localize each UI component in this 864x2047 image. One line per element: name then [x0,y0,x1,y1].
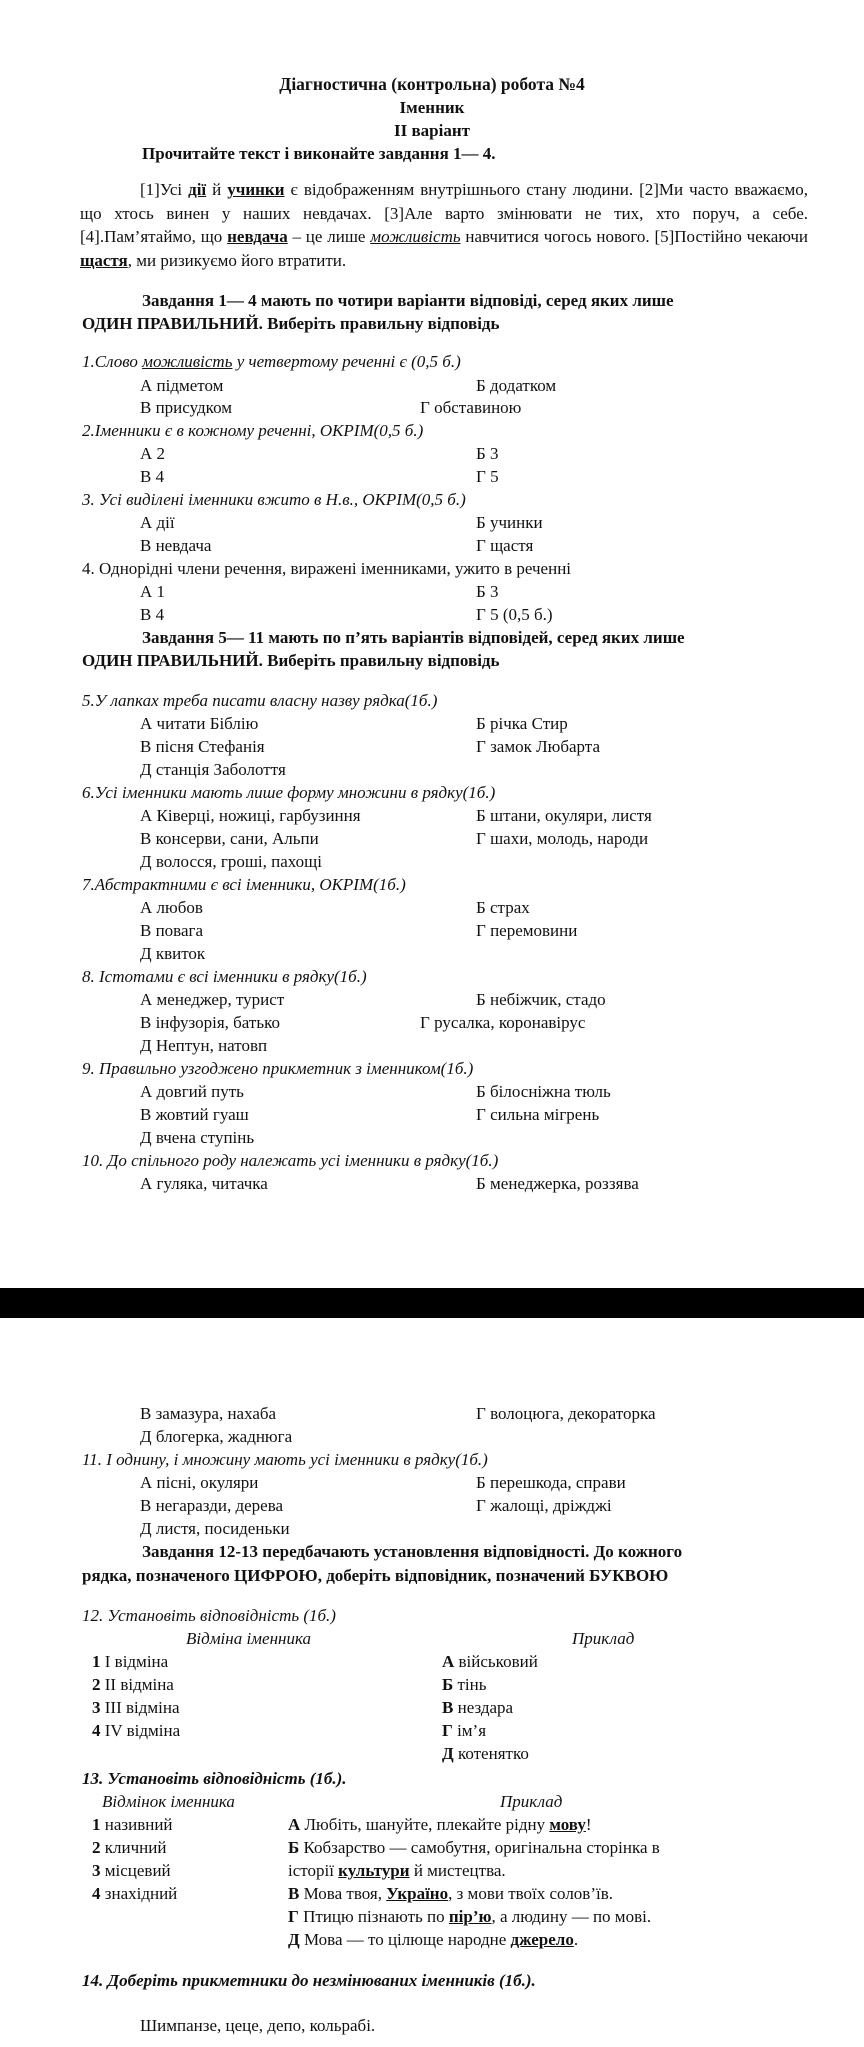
q12-right-item: Г ім’я [442,1721,487,1740]
word-uchynky: учинки [227,180,285,199]
instruction: Прочитайте текст і виконайте завдання 1— 4. [142,144,496,163]
q7-text: 7.Абстрактними є всі іменники, ОКРІМ(1б.) [82,875,406,894]
word-nevdacha: невдача [227,227,288,246]
q11-text: 11. І однину, і множину мають усі іменники в рядку(1б.) [82,1450,488,1469]
q3-option-a: А дії [140,513,175,532]
q5-option-a: А читати Біблію [140,714,259,733]
q6-text: 6.Усі іменники мають лише форму множини в рядку(1б.) [82,783,496,802]
q6-option-b: Б штани, окуляри, листя [476,806,652,825]
q3-option-v: В невдача [140,536,212,555]
q12-col1-header: Відміна іменника [186,1629,311,1648]
reading-text: [1]Усі дії й учинки є відображенням внутрішнього стану людини. [2]Ми часто вважаємо, що хтось винен у наших невдачах. [3]Але варто змінювати не тих, хто поруч, а себе. [4].Пам’ятаймо, що невдача – це лише можливість навчитися чогось нового. [5]Постійно чекаючи щастя, ми ризикуємо його втратити. [80,180,808,270]
q14-text: 14. Доберіть прикметники до незмінюваних іменників (1б.). [82,1971,536,1990]
q3-option-g: Г щастя [476,536,534,555]
word-dii: дії [188,180,207,199]
q6-option-a: А Ківерці, ножиці, гарбузиння [140,806,361,825]
q8-option-v: В інфузорія, батько [140,1013,280,1032]
q7-option-g: Г перемовини [476,921,578,940]
q12-right-item: Б тінь [442,1675,487,1694]
q9-option-b: Б білосніжна тюль [476,1082,611,1101]
q9-text: 9. Правильно узгоджено прикметник з іменником(1б.) [82,1059,474,1078]
q10-option-g: Г волоцюга, декораторка [476,1404,656,1423]
q5-option-v: В пісня Стефанія [140,737,265,756]
section2-heading-line2: ОДИН ПРАВИЛЬНИЙ. Виберіть правильну відповідь [82,651,500,670]
q11-option-d: Д листя, посиденьки [140,1519,290,1538]
q4-option-v: В 4 [140,605,165,624]
q9-option-a: А довгий путь [140,1082,244,1101]
q13-example-b: Б Кобзарство — самобутня, оригінальна сторінка в [288,1838,660,1857]
q10-option-a: А гуляка, читачка [140,1174,268,1193]
q12-text: 12. Установіть відповідність (1б.) [82,1606,336,1625]
q13-left-item: 1 називний [92,1815,173,1834]
q3-text: 3. Усі виділені іменники вжито в Н.в., ОКРІМ(0,5 б.) [82,490,466,509]
q1-text: 1.Слово можливість у четвертому реченні є (0,5 б.) [82,352,461,371]
q8-text: 8. Істотами є всі іменники в рядку(1б.) [82,967,367,986]
q5-option-b: Б річка Стир [476,714,568,733]
q13-left-item: 4 знахідний [92,1884,178,1903]
document-title: Діагностична (контрольна) робота №4 [279,74,585,94]
q6-option-g: Г шахи, молодь, народи [476,829,649,848]
q6-option-v: В консерви, сани, Альпи [140,829,319,848]
q4-text: 4. Однорідні члени речення, виражені іменниками, ужито в реченні [82,559,572,578]
q4-option-a: А 1 [140,582,166,601]
q7-option-b: Б страх [476,898,530,917]
q6-option-d: Д волосся, гроші, пахощі [140,852,322,871]
q12-left-item: 2 ІІ відміна [92,1675,174,1694]
q9-option-d: Д вчена ступінь [140,1128,255,1147]
q13-example-v: В Мова твоя, Україно, з мови твоїх солов’їв. [288,1884,613,1903]
q1-option-v: В присудком [140,398,233,417]
q11-option-a: А пісні, окуляри [140,1473,259,1492]
q9-option-v: В жовтий гуаш [140,1105,249,1124]
word-mozhlyvist: можливість [370,227,461,246]
q13-example-d: Д Мова — то цілюще народне джерело. [288,1930,579,1949]
q4-option-g: Г 5 (0,5 б.) [476,605,553,624]
q8-option-b: Б небіжчик, стадо [476,990,606,1009]
q11-option-b: Б перешкода, справи [476,1473,626,1492]
q7-option-d: Д квиток [140,944,206,963]
q12-right-item: Д котенятко [442,1744,529,1763]
page-break-bar [0,1288,864,1318]
q13-example-b-cont: історії культури й мистецтва. [288,1861,506,1880]
q10-option-d: Д блогерка, жаднюга [140,1427,293,1446]
q12-col2-header: Приклад [572,1629,635,1648]
section3-heading-line1: Завдання 12-13 передбачають установлення відповідності. До кожного [142,1542,683,1561]
q5-option-d: Д станція Заболоття [140,760,286,779]
q13-left-item: 3 місцевий [92,1861,171,1880]
q10-option-v: В замазура, нахаба [140,1404,277,1423]
q8-option-d: Д Нептун, натовп [140,1036,268,1055]
document-subtitle: Іменник [399,98,465,117]
q13-left-item: 2 кличний [92,1838,167,1857]
q13-example-g: Г Птицю пізнають по пір’ю, а людину — по мові. [288,1907,652,1926]
q3-option-b: Б учинки [476,513,543,532]
q9-option-g: Г сильна мігрень [476,1105,600,1124]
q13-text: 13. Установіть відповідність (1б.). [82,1769,347,1788]
q12-right-item: А військовий [442,1652,538,1671]
q2-option-v: В 4 [140,467,165,486]
q14-words: Шимпанзе, цеце, депо, кольрабі. [140,2016,376,2035]
q11-option-g: Г жалощі, дріжджі [476,1496,612,1515]
q10-text: 10. До спільного роду належать усі іменники в рядку(1б.) [82,1151,499,1170]
q2-text: 2.Іменники є в кожному реченні, ОКРІМ(0,5 б.) [82,421,424,440]
q1-option-b: Б додатком [476,376,557,395]
q8-option-g: Г русалка, коронавірус [420,1013,586,1032]
q1-option-g: Г обставиною [420,398,522,417]
section1-heading-line1: Завдання 1— 4 мають по чотири варіанти відповіді, серед яких лише [142,291,674,310]
variant-label: ІІ варіант [394,121,470,140]
q13-col1-header: Відмінок іменника [102,1792,235,1811]
q13-example-a: А Любіть, шануйте, плекайте рідну мову! [288,1815,592,1834]
q4-option-b: Б 3 [476,582,499,601]
q12-right-item: В нездара [442,1698,514,1717]
q7-option-v: В повага [140,921,204,940]
section3-heading-line2: рядка, позначеного ЦИФРОЮ, доберіть відповідник, позначений БУКВОЮ [82,1566,669,1585]
q2-option-b: Б 3 [476,444,499,463]
q10-option-b: Б менеджерка, роззява [476,1174,639,1193]
word-shchastia: щастя [80,250,128,270]
section2-heading-line1: Завдання 5— 11 мають по п’ять варіантів відповідей, серед яких лише [142,628,685,647]
q12-left-item: 1 І відміна [92,1652,169,1671]
q7-option-a: А любов [140,898,203,917]
q2-option-g: Г 5 [476,467,499,486]
q8-option-a: А менеджер, турист [140,990,285,1009]
q5-text: 5.У лапках треба писати власну назву рядка(1б.) [82,691,438,710]
q12-left-item: 4 ІV відміна [92,1721,181,1740]
q11-option-v: В негаразди, дерева [140,1496,284,1515]
section1-heading-line2: ОДИН ПРАВИЛЬНИЙ. Виберіть правильну відповідь [82,314,500,333]
q1-option-a: А підметом [140,376,224,395]
q13-col2-header: Приклад [500,1792,563,1811]
q5-option-g: Г замок Любарта [476,737,600,756]
q2-option-a: А 2 [140,444,166,463]
q12-left-item: 3 ІІІ відміна [92,1698,180,1717]
